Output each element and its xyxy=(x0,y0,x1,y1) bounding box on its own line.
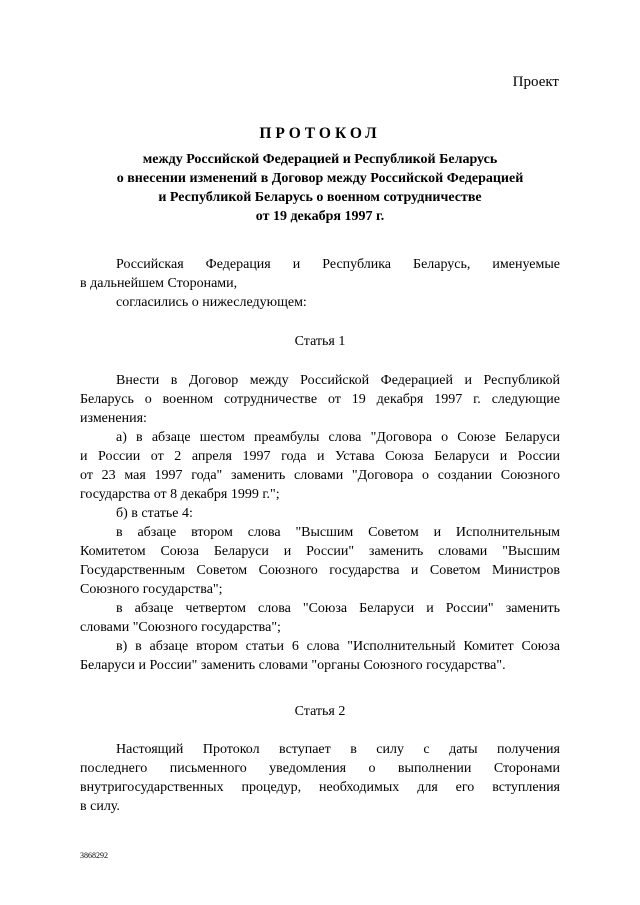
preamble-line: в дальнейшем Сторонами, xyxy=(80,276,238,291)
subtitle-line: от 19 декабря 1997 г. xyxy=(255,209,385,224)
preamble-line: Российская Федерация и Республика Беларусь, именуемые xyxy=(116,257,560,272)
article-line: государства от 8 декабря 1999 г."; xyxy=(80,487,280,502)
article-line: Внести в Договор между Российской Федерацией и Республикой xyxy=(116,373,560,388)
document-subtitle xyxy=(100,150,540,226)
article-line: в силу. xyxy=(80,799,120,814)
article-line: последнего письменного уведомления о выполнении Сторонами xyxy=(80,761,560,776)
article-line: а) в абзаце шестом преамбулы слова "Договора о Союзе Беларуси xyxy=(116,430,560,445)
article-line: в абзаце втором слова "Высшим Советом и Исполнительным xyxy=(116,525,560,540)
article-1-heading: Статья 1 xyxy=(294,334,346,349)
article-line: Союзного государства"; xyxy=(80,582,223,597)
subtitle-line: между Российской Федерацией и Республикой Беларусь xyxy=(142,152,498,167)
article-line: в абзаце четвертом слова "Союза Беларуси и России" заменить xyxy=(116,601,560,616)
article-line: внутригосударственных процедур, необходимых для его вступления xyxy=(80,780,560,795)
article-line: Комитетом Союза Беларуси и России" заменить словами "Высшим xyxy=(80,544,560,559)
subtitle-line: и Республикой Беларусь о военном сотрудничестве xyxy=(158,190,482,205)
article-line: Государственным Советом Союзного государства и Советом Министров xyxy=(80,563,560,578)
article-line: словами "Союзного государства"; xyxy=(80,620,281,635)
article-line: в) в абзаце втором статьи 6 слова "Исполнительный Комитет Союза xyxy=(116,639,560,654)
article-line: б) в статье 4: xyxy=(116,506,193,521)
article-line: Беларусь о военном сотрудничестве от 19 декабря 1997 г. следующие xyxy=(80,392,560,407)
article-2-body xyxy=(80,740,560,816)
article-line: от 23 мая 1997 года" заменить словами "Договора о создании Союзного xyxy=(80,468,560,483)
subtitle-line: о внесении изменений в Договор между Российской Федерацией xyxy=(116,171,524,186)
article-1-body xyxy=(80,371,560,675)
article-line: изменения: xyxy=(80,411,147,426)
article-line: и России от 2 апреля 1997 года и Устава Союза Беларуси и России xyxy=(80,449,560,464)
draft-label: Проект xyxy=(512,74,559,90)
article-line: Настоящий Протокол вступает в силу с даты получения xyxy=(116,742,560,757)
article-line: Беларуси и России" заменить словами "органы Союзного государства". xyxy=(80,658,506,673)
preamble xyxy=(80,255,560,312)
article-2-heading: Статья 2 xyxy=(294,704,346,719)
document-number: 3868292 xyxy=(80,851,108,860)
preamble-line: согласились о нижеследующем: xyxy=(116,295,307,310)
document-title: ПРОТОКОЛ xyxy=(259,125,381,142)
